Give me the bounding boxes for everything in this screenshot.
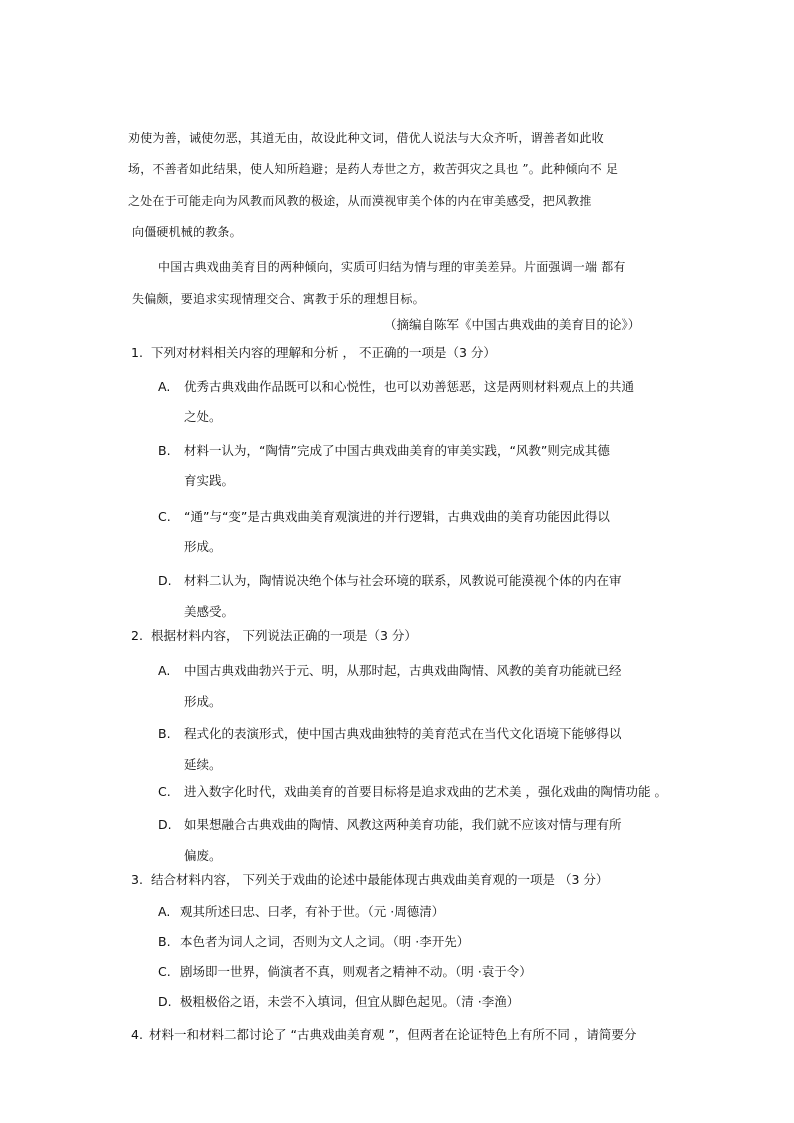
prose-line: 失偏颇，要追求实现情理交合、寓教于乐的理想目标。 (132, 292, 425, 306)
option-text: 进入数字化时代，戏曲美育的首要目标将是追求戏曲的艺术美 ，强化戏曲的陶情功能 。 (184, 784, 667, 799)
question-stem: 结合材料内容， 下列关于戏曲的论述中最能体现古典戏曲美育观的一项是 （3 分） (151, 872, 609, 887)
question-number: 2. (131, 628, 143, 643)
option-letter: B. (158, 443, 171, 458)
prose-line: 劝使为善，诫使勿恶，其道无由，故设此种文词，借优人说法与大众齐听，谓善者如此收 (128, 131, 604, 145)
prose-line: 中国古典戏曲美育目的两种倾向，实质可归结为情与理的审美差异。片面强调一端 都有 (158, 260, 626, 274)
option-letter: A. (158, 663, 171, 678)
option-letter: D. (158, 994, 172, 1009)
option-letter: D. (158, 817, 172, 832)
prose-line: 之处在于可能走向为风教而风教的极途，从而漠视审美个体的内在审美感受，把风教推 (128, 194, 592, 208)
option-letter: C. (158, 784, 171, 799)
prose-line: 向僵硬机械的教条。 (132, 225, 242, 239)
question-stem: 下列对材料相关内容的理解和分析 ， 不正确的一项是（3 分） (151, 345, 496, 360)
option-letter: C. (158, 964, 171, 979)
option-letter: A. (158, 379, 171, 394)
option-text: 本色者为词人之词，否则为文人之词。（明 ·李开先） (180, 934, 470, 949)
option-text: 观其所述曰忠、曰孝，有补于世。（元 ·周德清） (180, 904, 445, 919)
option-text: 剧场即一世界，倘演者不真，则观者之精神不动。（明 ·袁于令） (180, 964, 532, 979)
option-letter: B. (158, 726, 171, 741)
option-text: 中国古典戏曲勃兴于元、明，从那时起，古典戏曲陶情、风教的美育功能就已经 (184, 663, 622, 678)
option-letter: D. (158, 573, 172, 588)
option-text: 材料一认为，“陶情”完成了中国古典戏曲美育的审美实践，“风教”则完成其德 (184, 443, 610, 458)
question-number: 4. (131, 1027, 143, 1042)
option-text: 材料二认为，陶情说决绝个体与社会环境的联系，风教说可能漠视个体的内在审 (184, 573, 622, 588)
option-text: 程式化的表演形式，使中国古典戏曲独特的美育范式在当代文化语境下能够得以 (184, 726, 622, 741)
source-citation: （摘编自陈军《中国古典戏曲的美育目的论》） (384, 317, 641, 332)
option-text: 形成。 (184, 694, 222, 709)
question-stem: 材料一和材料二都讨论了 “古典戏曲美育观 ”，但两者在论证特色上有所不同 ，请简要分 (149, 1027, 637, 1042)
option-text: 育实践。 (184, 473, 235, 488)
question-stem: 根据材料内容， 下列说法正确的一项是（3 分） (151, 628, 417, 643)
question-number: 1. (131, 345, 143, 360)
option-text: “通”与“变”是古典戏曲美育观演进的并行逻辑，古典戏曲的美育功能因此得以 (184, 509, 610, 524)
option-letter: A. (158, 904, 171, 919)
question-number: 3. (131, 872, 143, 887)
option-text: 如果想融合古典戏曲的陶情、风教这两种美育功能，我们就不应该对情与理有所 (184, 817, 622, 832)
option-text: 之处。 (184, 409, 222, 424)
option-letter: B. (158, 934, 171, 949)
option-text: 形成。 (184, 539, 222, 554)
option-text: 极粗极俗之语，未尝不入填词，但宜从脚色起见。（清 ·李渔） (180, 994, 520, 1009)
option-text: 延续。 (184, 757, 222, 772)
option-text: 美感受。 (184, 604, 235, 619)
option-text: 偏废。 (184, 848, 222, 863)
option-letter: C. (158, 509, 171, 524)
prose-line: 场，不善者如此结果，使人知所趋避；是药人寿世之方，救苦弭灾之具也 ”。此种倾向不 足 (128, 162, 619, 176)
option-text: 优秀古典戏曲作品既可以和心悦性，也可以劝善惩恶，这是两则材料观点上的共通 (184, 379, 635, 394)
